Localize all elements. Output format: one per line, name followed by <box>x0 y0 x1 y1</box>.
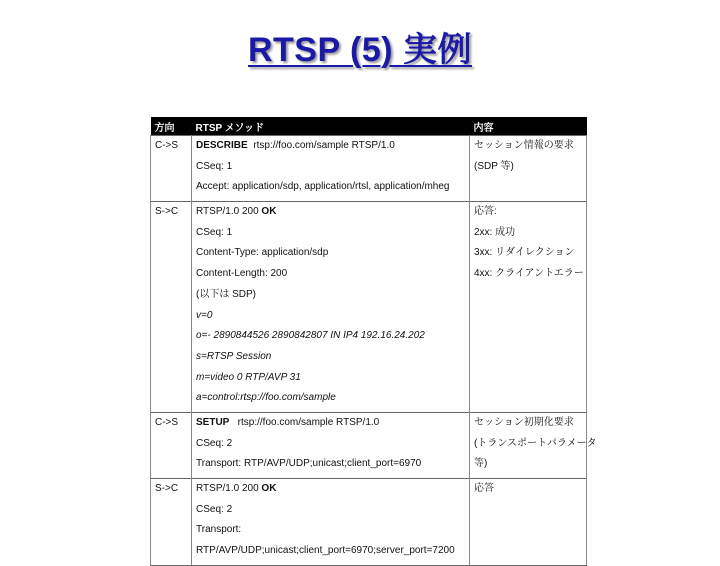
message-text: s=RTSP Session <box>196 350 272 362</box>
message-text: Accept: application/sdp, application/rtsl, application/mheg <box>196 181 450 193</box>
message-line <box>196 437 465 458</box>
message-text: CSeq: 2 <box>196 437 233 449</box>
message-line <box>196 416 465 437</box>
message-line <box>196 205 465 226</box>
message-text: Transport: RTP/AVP/UDP;unicast;client_port=6970 <box>196 458 422 470</box>
direction-cell <box>151 479 192 566</box>
direction-text: S->C <box>155 483 179 494</box>
message-text: rtsp://foo.com/sample RTSP/1.0 <box>247 140 395 151</box>
message-text: CSeq: 2 <box>196 503 233 515</box>
content-note: 2xx: 成功 <box>474 226 516 238</box>
content-note: 応答: <box>474 206 497 218</box>
message-line <box>196 267 465 288</box>
message-text: rtsp://foo.com/sample RTSP/1.0 <box>229 416 380 428</box>
message-text: RTSP/1.0 200 <box>196 483 262 494</box>
table-header-row <box>151 117 587 136</box>
slide-title: RTSP (5) 実例 <box>247 31 472 69</box>
message-text: CSeq: 1 <box>196 160 233 172</box>
message-line <box>196 226 465 247</box>
content-note: (トランスポートパラメータ <box>474 437 597 449</box>
message-text: CSeq: 1 <box>196 226 233 238</box>
message-cell <box>192 136 470 202</box>
direction-text: S->C <box>155 206 179 218</box>
table-row <box>151 412 587 478</box>
content-note: セッション初期化要求 <box>474 416 574 428</box>
method-keyword: DESCRIBE <box>196 140 248 151</box>
message-cell <box>192 412 470 478</box>
rtsp-example-table-wrap <box>150 117 597 566</box>
content-cell <box>470 479 587 566</box>
header-direction: 方向 <box>151 117 192 136</box>
message-line <box>196 288 465 309</box>
content-note: 4xx: クライアントエラー <box>474 268 584 280</box>
rtsp-example-table <box>150 117 597 566</box>
status-keyword: OK <box>261 483 277 494</box>
message-cell <box>192 202 470 413</box>
method-keyword: SETUP <box>196 416 230 428</box>
message-text: Transport: <box>196 524 242 536</box>
header-content: 内容 <box>470 117 587 136</box>
header-method: RTSP メソッド <box>192 117 470 136</box>
message-text: RTSP/1.0 200 <box>196 206 262 218</box>
message-text: RTP/AVP/UDP;unicast;client_port=6970;server_port=7200 <box>196 545 455 557</box>
message-line <box>196 503 465 524</box>
message-line <box>196 350 465 371</box>
message-line <box>196 457 465 478</box>
table-row <box>151 479 587 566</box>
content-cell <box>470 412 597 478</box>
table-row <box>151 202 587 413</box>
message-text: m=video 0 RTP/AVP 31 <box>196 371 301 383</box>
message-line <box>196 180 465 201</box>
direction-text: C->S <box>155 140 179 151</box>
message-line <box>196 544 465 565</box>
content-cell <box>470 202 587 413</box>
message-text: (以下は SDP) <box>196 288 256 300</box>
message-text: v=0 <box>196 309 213 321</box>
message-line <box>196 371 465 392</box>
status-keyword: OK <box>261 206 277 218</box>
message-text: Content-Type: application/sdp <box>196 247 329 259</box>
content-note: 応答 <box>474 483 494 494</box>
message-line <box>196 523 465 544</box>
message-line <box>196 139 465 160</box>
content-note: 等) <box>474 458 488 470</box>
content-cell <box>470 136 587 202</box>
message-line <box>196 482 465 503</box>
direction-text: C->S <box>155 416 179 428</box>
message-cell <box>192 479 470 566</box>
message-text: o=- 2890844526 2890842807 IN IP4 192.16.24.202 <box>196 330 425 342</box>
message-line <box>196 329 465 350</box>
direction-cell <box>151 136 192 202</box>
message-line <box>196 391 465 412</box>
content-note: 3xx: リダイレクション <box>474 247 575 259</box>
content-note: セッション情報の要求 <box>474 140 574 151</box>
message-text: Content-Length: 200 <box>196 268 288 280</box>
direction-cell <box>151 412 192 478</box>
content-note: (SDP 等) <box>474 160 514 172</box>
message-text: a=control:rtsp://foo.com/sample <box>196 392 336 404</box>
table-row <box>151 136 587 202</box>
message-line <box>196 160 465 181</box>
message-line <box>196 309 465 330</box>
message-line <box>196 246 465 267</box>
direction-cell <box>151 202 192 413</box>
